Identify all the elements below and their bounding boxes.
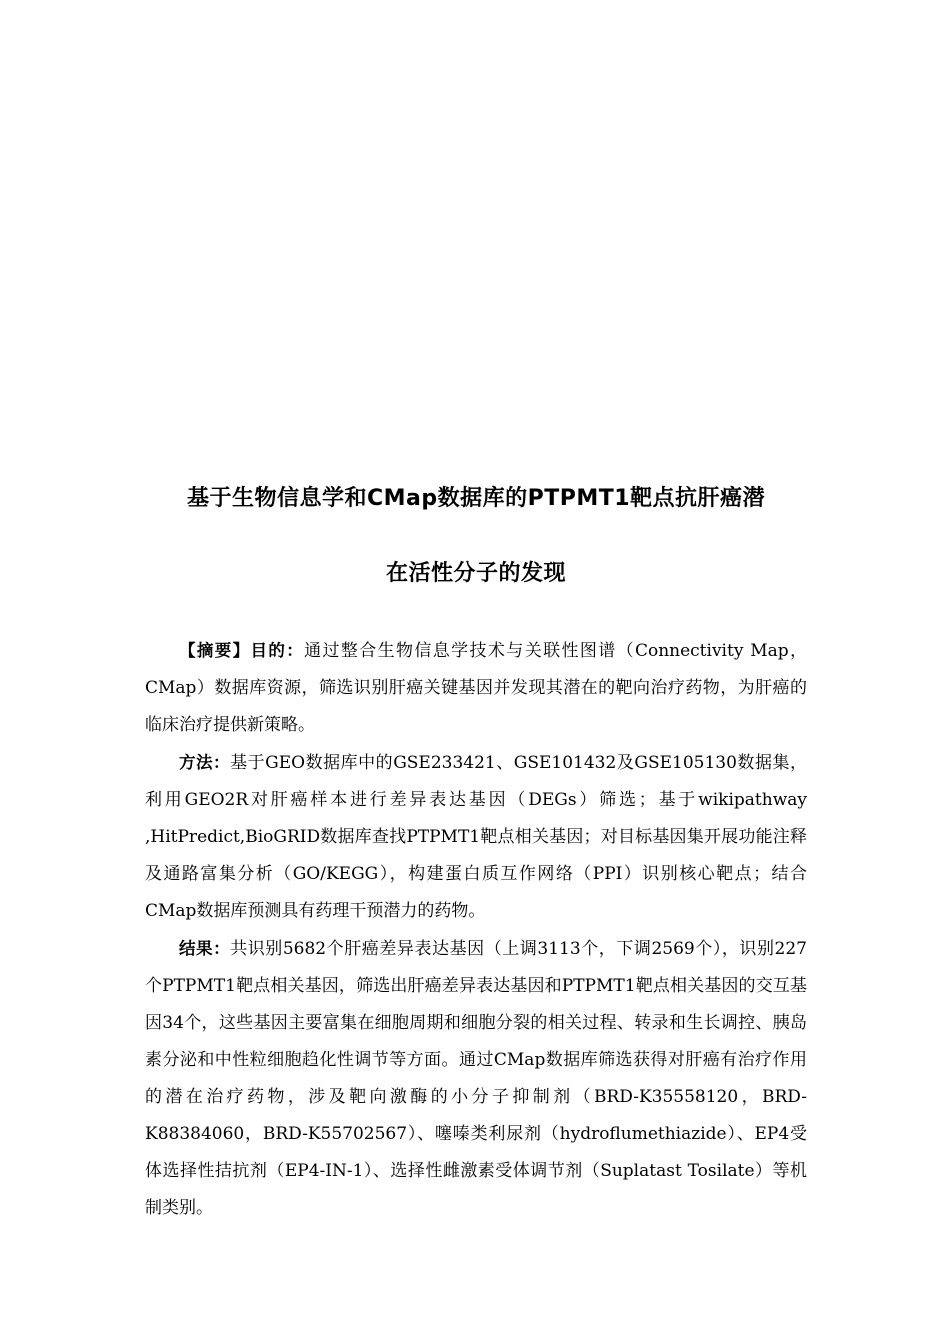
abstract-result-paragraph [145, 930, 807, 1227]
abstract-section [145, 632, 807, 1227]
purpose-text: 通过整合生物信息学技术与关联性图谱（Connectivity Map，CMap）数据库资源，筛选识别肝癌关键基因并发现其潜在的靶向治疗药物，为肝癌的临床治疗提供新策略。 [145, 641, 808, 735]
result-text: 共识别5682个肝癌差异表达基因（上调3113个，下调2569个），识别227个PTPMT1靶点相关基因，筛选出肝癌差异表达基因和PTPMT1靶点相关基因的交互基因34个，这些基因主要富集在细胞周期和细胞分裂的相关过程、转录和生长调控、胰岛素分泌和中性粒细胞趋化性调节等方面。通过CMap数据库筛选获得对肝癌有治疗作用的潜在治疗药物，涉及靶向激酶的小分子抑制剂（BRD-K35558120，BRD-K88384060，BRD-K55702567）、噻嗪类利尿剂（hydroflumethiazide）、EP4受体选择性拮抗剂（EP4-IN-1）、选择性雌激素受体调节剂（Suplatast Tosilate）等机制类别。 [145, 939, 808, 1218]
paper-title [145, 478, 807, 595]
abstract-method-paragraph [145, 744, 807, 930]
abstract-heading: 【摘要】 [179, 641, 251, 660]
result-label: 结果： [179, 939, 231, 958]
title-line-2: 在活性分子的发现 [385, 561, 566, 586]
abstract-purpose-paragraph [145, 632, 807, 744]
method-text: 基于GEO数据库中的GSE233421、GSE101432及GSE105130数据集，利用GEO2R对肝癌样本进行差异表达基因（DEGs）筛选；基于wikipathway ,HitPredict,BioGRID数据库查找PTPMT1靶点相关基因；对目标基因集开展功能注释及通路富集分析（GO/KEGG），构建蛋白质互作网络（PPI）识别核心靶点；结合CMap数据库预测具有药理干预潜力的药物。 [145, 753, 807, 921]
title-line-1: 基于生物信息学和CMap数据库的PTPMT1靶点抗肝癌潜 [186, 486, 766, 511]
method-label: 方法： [179, 753, 231, 772]
purpose-label: 目的： [250, 641, 305, 660]
